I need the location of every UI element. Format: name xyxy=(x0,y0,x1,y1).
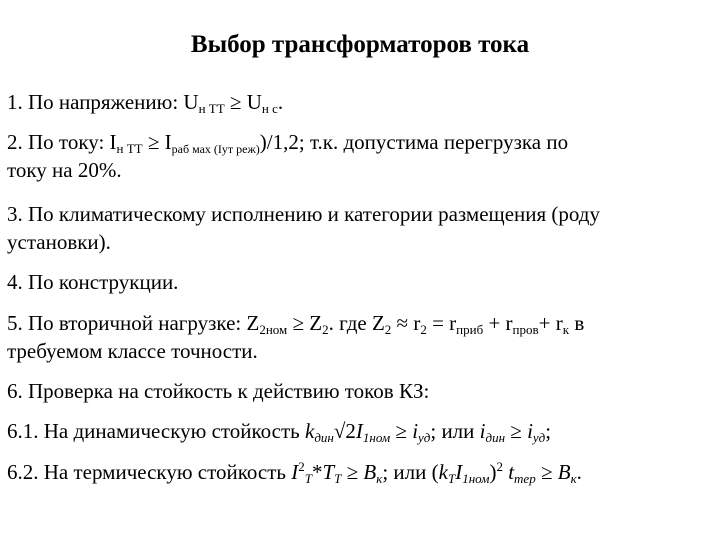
text: ≥ Z xyxy=(287,311,323,335)
item-construction xyxy=(7,268,713,296)
text: ≈ r xyxy=(391,311,421,335)
subscript: уд xyxy=(532,430,546,445)
text: 5. По вторичной нагрузке: Z xyxy=(7,311,260,335)
subscript: к xyxy=(562,322,570,337)
item-secondary-load-line1 xyxy=(7,309,713,337)
subscript: T xyxy=(447,471,456,486)
text: ≥ I xyxy=(142,130,172,154)
item-current-line2: току на 20%. xyxy=(7,158,122,182)
formula-var: t xyxy=(508,460,515,484)
subscript: раб мах (Iут реж) xyxy=(171,142,260,156)
text: в xyxy=(569,311,585,335)
text: √2 xyxy=(333,419,356,443)
formula-var: i xyxy=(479,419,486,443)
subscript: 2 xyxy=(384,322,392,337)
text: 1. По напряжению: U xyxy=(7,90,199,114)
item-secondary-load xyxy=(7,309,713,365)
subscript: T xyxy=(334,471,342,486)
formula-var: B xyxy=(557,460,571,484)
formula-var: B xyxy=(363,460,377,484)
text: + r xyxy=(483,311,513,335)
formula-var: I xyxy=(455,460,463,484)
text: . xyxy=(576,460,582,484)
item-climate-line2: установки). xyxy=(7,230,111,254)
subscript: к xyxy=(376,471,383,486)
text: + r xyxy=(538,311,563,335)
formula-var: I xyxy=(355,419,363,443)
item-construction-line1: 4. По конструкции. xyxy=(7,270,179,294)
item-voltage xyxy=(7,88,713,116)
subscript: 2 xyxy=(322,322,329,337)
text: ) xyxy=(489,460,497,484)
item-current-line1 xyxy=(7,128,713,156)
subscript: н с xyxy=(261,101,278,116)
subscript: дин xyxy=(314,430,334,445)
subscript: дин xyxy=(485,430,506,445)
item-climate-line1: 3. По климатическому исполнению и категории размещения (роду xyxy=(7,202,600,226)
superscript: 2 xyxy=(298,459,305,474)
subscript: приб xyxy=(456,322,484,337)
slide-title: Выбор трансформаторов тока xyxy=(190,31,530,58)
text: ≥ xyxy=(341,460,364,484)
subscript: 2 xyxy=(420,322,427,337)
text: 2. По току: I xyxy=(7,130,117,154)
subscript: н ТТ xyxy=(116,141,143,156)
text: ; или xyxy=(430,419,480,443)
text: ≥ U xyxy=(224,90,262,114)
item-current xyxy=(7,128,713,184)
item-thermal-stability xyxy=(7,458,713,486)
formula-var: i xyxy=(527,419,533,443)
text: ≥ xyxy=(535,460,558,484)
formula-var: k xyxy=(438,460,448,484)
subscript: уд xyxy=(418,430,431,445)
formula-var: k xyxy=(305,419,315,443)
subscript: 1ном xyxy=(462,471,490,486)
item-short-circuit-line1: 6. Проверка на стойкость к действию токов КЗ: xyxy=(7,379,430,403)
formula-var: T xyxy=(322,460,335,484)
item-short-circuit xyxy=(7,377,713,405)
text: . где Z xyxy=(328,311,385,335)
text: = r xyxy=(426,311,457,335)
item-dynamic-stability xyxy=(7,417,713,445)
superscript: 2 xyxy=(496,459,503,474)
item-secondary-load-line2: требуемом классе точности. xyxy=(7,339,258,363)
subscript: пров xyxy=(512,322,539,337)
text: 6.1. На динамическую стойкость xyxy=(7,419,306,443)
text: 6.2. На термическую стойкость xyxy=(7,460,292,484)
subscript: T xyxy=(304,471,312,486)
formula-var: i xyxy=(412,419,419,443)
text: . xyxy=(277,90,284,114)
subscript: н ТТ xyxy=(198,101,225,116)
text: ≥ xyxy=(390,419,413,443)
text: * xyxy=(311,460,323,484)
text: )/1,2; т.к. допустима перегрузка по xyxy=(259,130,569,154)
formula-var: I xyxy=(291,460,299,484)
subscript: 2ном xyxy=(259,322,288,337)
text: ; xyxy=(545,419,552,443)
text: ; или ( xyxy=(382,460,439,484)
subscript: 1ном xyxy=(362,430,391,445)
item-climate xyxy=(7,200,713,256)
subscript: к xyxy=(570,471,577,486)
subscript: тер xyxy=(514,471,536,486)
text: ≥ xyxy=(505,419,528,443)
